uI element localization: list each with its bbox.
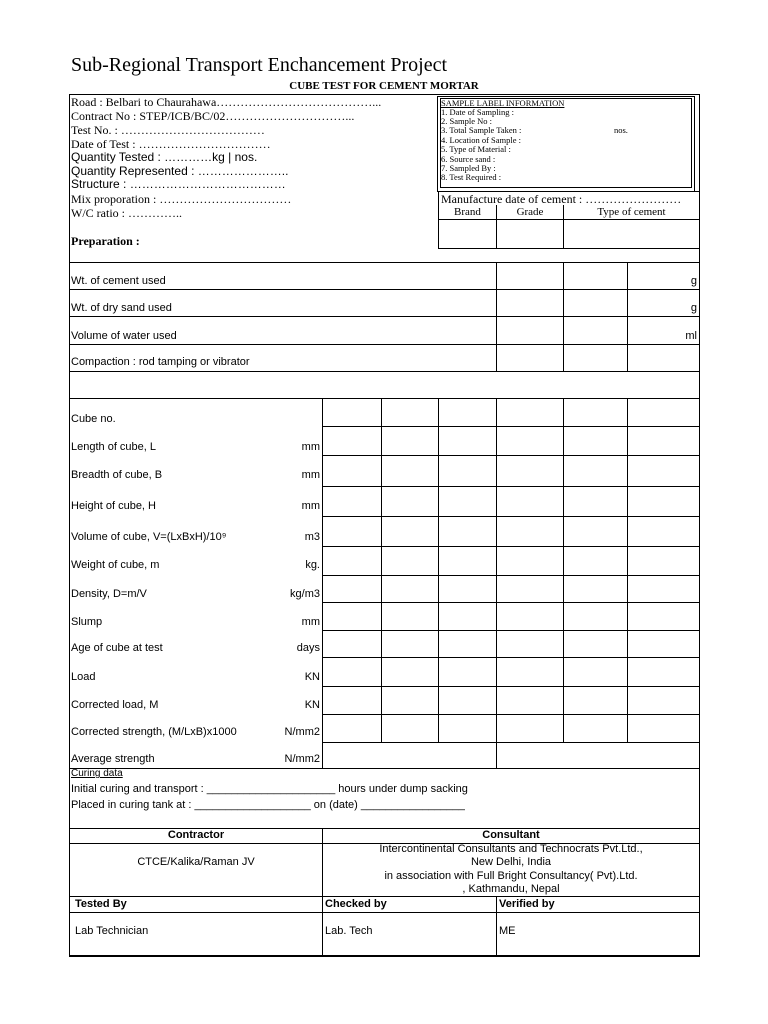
cube-row-label: Volume of cube, V=(LxBxH)/10⁹ <box>71 531 227 543</box>
consultant-line: in association with Full Bright Consultancy( Pvt).Ltd. <box>384 870 638 882</box>
curing-line: Initial curing and transport : _____________________ hours under dump sacking <box>71 783 468 795</box>
cube-row-label: Density, D=m/V <box>71 588 147 600</box>
verified-by-name: ME <box>499 925 516 937</box>
checked-by-label: Checked by <box>325 898 387 910</box>
consultant-line: New Delhi, India <box>470 856 552 868</box>
consultant-label: Consultant <box>482 829 540 841</box>
cube-row-label: Corrected strength, (M/LxB)x1000 <box>71 726 237 738</box>
cube-row-label: Length of cube, L <box>71 441 157 453</box>
cube-row-unit: mm <box>301 441 320 453</box>
preparation-heading: Preparation : <box>71 234 140 248</box>
contractor-label: Contractor <box>167 829 225 841</box>
consultant-line: Intercontinental Consultants and Technocrats Pvt.Ltd., <box>379 843 643 855</box>
consultant-line: , Kathmandu, Nepal <box>462 883 560 895</box>
grade-header: Grade <box>516 206 544 218</box>
cube-row-label: Load <box>71 671 96 683</box>
cement-type-header: Type of cement <box>597 206 666 218</box>
sample-line: 8. Test Required : <box>441 172 502 182</box>
sample-nos-label: nos. <box>614 125 628 135</box>
cube-row-unit: kg. <box>305 559 320 571</box>
page-title: Sub-Regional Transport Enchancement Project <box>71 54 448 76</box>
prep-row-unit: g <box>690 275 697 287</box>
cube-row-unit: N/mm2 <box>284 726 320 738</box>
date-of-test-field: Date of Test : …………………………… <box>71 137 271 151</box>
cube-row-label: Breadth of cube, B <box>71 469 163 481</box>
sample-line: 6. Source sand : <box>441 154 496 164</box>
cube-row-unit: mm <box>301 469 320 481</box>
cube-row-label: Cube no. <box>71 413 116 425</box>
road-field: Road : Belbari to Chaurahawa…………………………………... <box>71 95 382 109</box>
curing-line: Placed in curing tank at : ___________________ on (date) _________________ <box>71 799 465 811</box>
verified-by-label: Verified by <box>499 898 555 910</box>
checked-by-name: Lab. Tech <box>325 925 373 937</box>
cube-row-unit: mm <box>301 616 320 628</box>
contract-field: Contract No : STEP/ICB/BC/02…………………………... <box>71 109 355 123</box>
contractor-name: CTCE/Kalika/Raman JV <box>137 856 255 868</box>
sample-label-heading: SAMPLE LABEL INFORMATION <box>441 98 565 108</box>
tested-by-label: Tested By <box>75 898 127 910</box>
cube-row-unit: kg/m3 <box>290 588 320 600</box>
sample-line: 4. Location of Sample : <box>441 135 522 145</box>
cube-row-unit: days <box>296 642 320 654</box>
sample-line: 7. Sampled By : <box>441 163 496 173</box>
cube-row-unit: KN <box>304 671 320 683</box>
mix-proportion-field: Mix proporation : …………………………… <box>71 192 292 206</box>
sample-line: 2. Sample No : <box>441 116 492 126</box>
structure-field: Structure : ………………………………… <box>71 177 286 191</box>
tested-by-name: Lab Technician <box>75 925 149 937</box>
manufacture-date-field: Manufacture date of cement : …………………… <box>441 192 682 206</box>
test-no-field: Test No. : ……………………………… <box>71 123 265 137</box>
sample-label-inner <box>440 98 692 188</box>
cube-row-unit: m3 <box>304 531 320 543</box>
sample-line: 3. Total Sample Taken : <box>441 125 522 135</box>
wc-ratio-field: W/C ratio : ………….. <box>71 206 182 220</box>
sample-line: 5. Type of Material : <box>441 144 511 154</box>
prep-row-label: Wt. of cement used <box>71 275 166 287</box>
brand-header: Brand <box>454 206 481 218</box>
curing-heading: Curing data <box>71 768 123 779</box>
cube-row-unit: N/mm2 <box>284 753 320 765</box>
prep-row-unit: g <box>690 302 697 314</box>
prep-row-label: Compaction : rod tamping or vibrator <box>71 356 250 368</box>
cube-row-label: Height of cube, H <box>71 500 156 512</box>
cube-row-label: Slump <box>71 616 103 628</box>
cube-row-unit: mm <box>301 500 320 512</box>
cube-row-label: Corrected load, M <box>71 699 159 711</box>
sample-line: 1. Date of Sampling : <box>441 107 514 117</box>
prep-row-label: Volume of water used <box>71 330 177 342</box>
cube-row-label: Average strength <box>71 753 155 765</box>
cube-row-label: Weight of cube, m <box>71 559 160 571</box>
prep-row-unit: ml <box>685 330 697 342</box>
cube-row-unit: KN <box>304 699 320 711</box>
quantity-tested-field: Quantity Tested : …………kg | nos. <box>71 150 258 164</box>
cube-row-label: Age of cube at test <box>71 642 163 654</box>
quantity-represented-field: Quantity Represented : ………………….. <box>71 164 289 178</box>
form-subtitle: CUBE TEST FOR CEMENT MORTAR <box>289 80 479 92</box>
prep-row-label: Wt. of dry sand used <box>71 302 172 314</box>
